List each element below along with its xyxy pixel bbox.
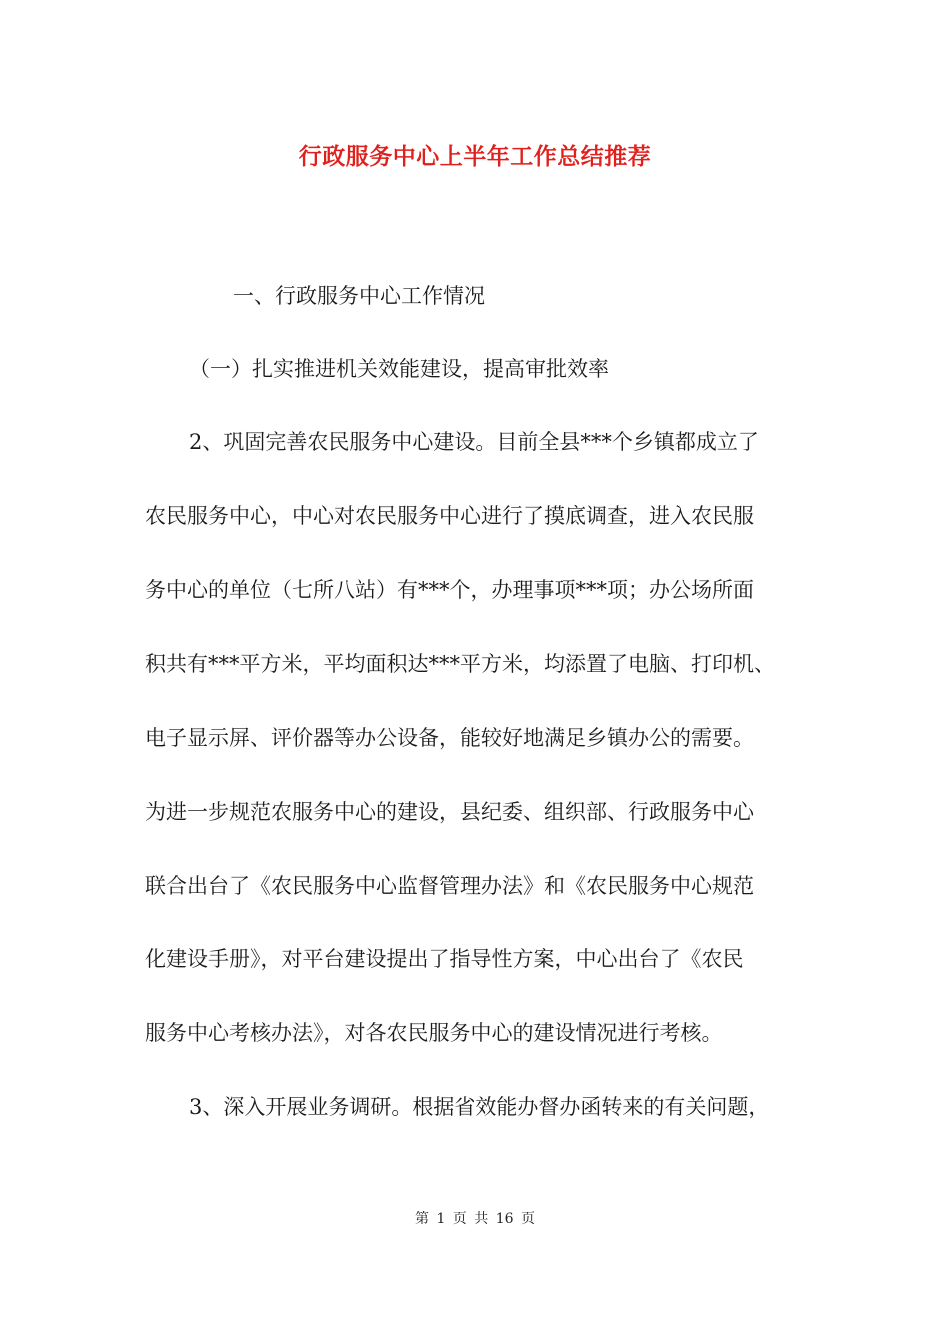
paragraph-line: 务中心的单位（七所八站）有***个，办理事项***项；办公场所面 (145, 578, 754, 602)
paragraph-line: 电子显示屏、评价器等办公设备，能较好地满足乡镇办公的需要。 (145, 726, 754, 750)
paragraph-line: 为进一步规范农服务中心的建设，县纪委、组织部、行政服务中心 (145, 800, 754, 824)
document-title: 行政服务中心上半年工作总结推荐 (298, 143, 652, 170)
paragraph-line: 农民服务中心，中心对农民服务中心进行了摸底调查，进入农民服 (145, 504, 754, 528)
section-heading: 一、行政服务中心工作情况 (233, 284, 485, 308)
paragraph-line: 化建设手册》，对平台建设提出了指导性方案，中心出台了《农民 (145, 947, 744, 971)
paragraph-line: 联合出台了《农民服务中心监督管理办法》和《农民服务中心规范 (145, 874, 754, 898)
paragraph-line: 服务中心考核办法》，对各农民服务中心的建设情况进行考核。 (145, 1021, 723, 1045)
subsection-heading: （一）扎实推进机关效能建设，提高审批效率 (189, 357, 609, 381)
paragraph-line: 积共有***平方米，平均面积达***平方米，均添置了电脑、打印机、 (145, 652, 775, 676)
paragraph-line: 3、深入开展业务调研。根据省效能办督办函转来的有关问题， (189, 1095, 770, 1119)
page-footer: 第 1 页 共 16 页 (415, 1211, 535, 1227)
paragraph-line: 2、巩固完善农民服务中心建设。目前全县***个乡镇都成立了 (189, 430, 759, 454)
